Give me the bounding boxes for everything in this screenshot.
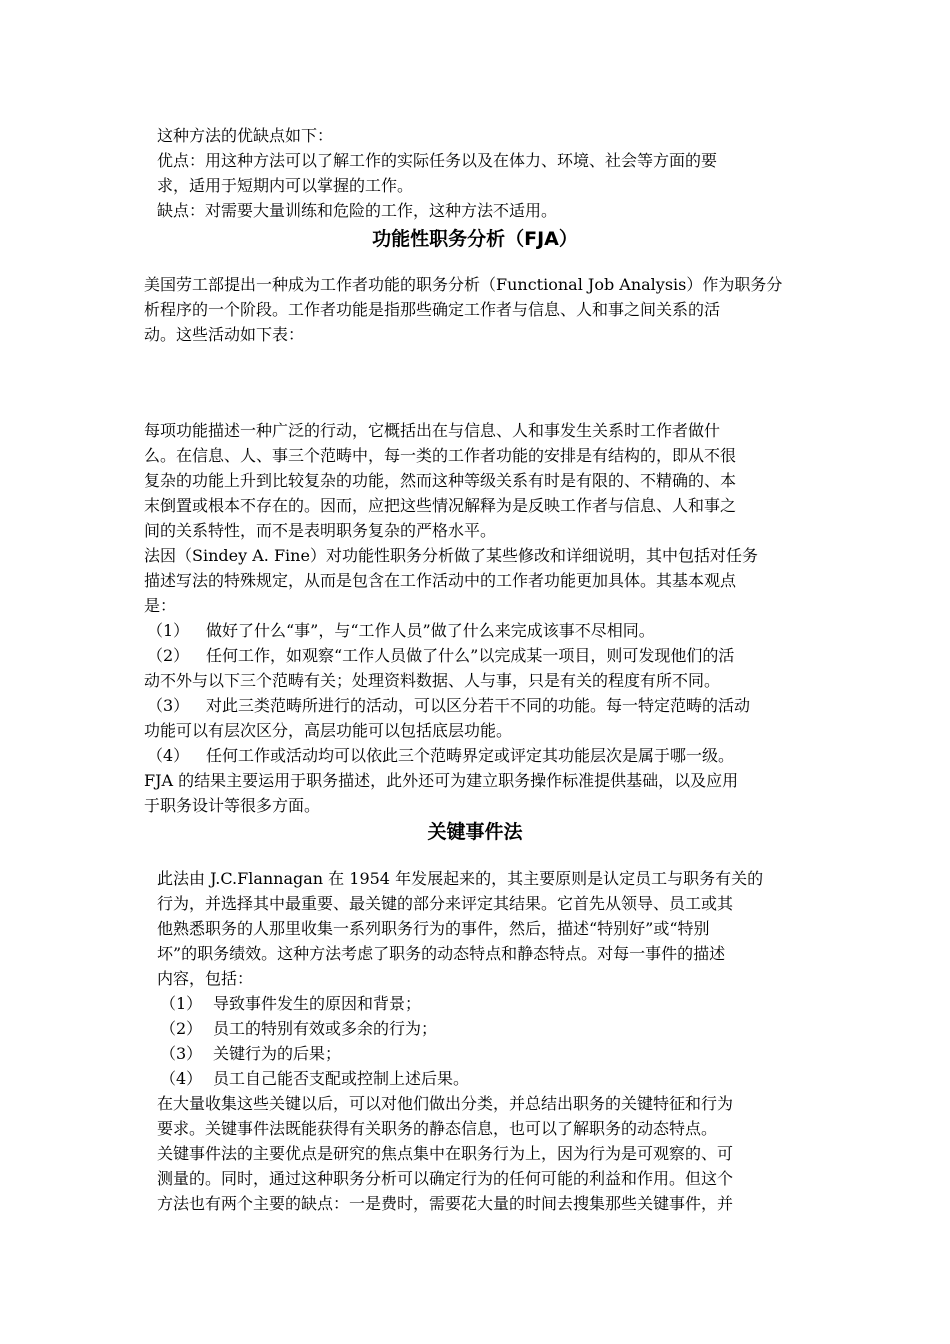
- list-number: （4）: [147, 746, 190, 765]
- cit-paragraph-line: 此法由 J.C.Flannagan 在 1954 年发展起来的，其主要原则是认定员工与职务有关的: [157, 869, 764, 888]
- list-text: 导致事件发生的原因和背景；: [213, 994, 422, 1013]
- list-text: 员工的特别有效或多余的行为；: [213, 1019, 438, 1038]
- fja-paragraph-line: 是：: [144, 596, 177, 615]
- fja-paragraph-line: 描述写法的特殊规定，从而是包含在工作活动中的工作者功能更加具体。其基本观点: [144, 571, 737, 590]
- pros-cons-intro: 这种方法的优缺点如下：: [157, 126, 334, 145]
- list-item: [147, 694, 750, 718]
- list-text: 任何工作或活动均可以依此三个范畴界定或评定其功能层次是属于哪一级。: [206, 746, 735, 765]
- list-text: 关键行为的后果；: [213, 1044, 342, 1063]
- list-item: [160, 1042, 341, 1066]
- fja-paragraph-line: 复杂的功能上升到比较复杂的功能，然而这种等级关系有时是有限的、不精确的、本: [144, 471, 737, 490]
- cit-paragraph-line: 要求。关键事件法既能获得有关职务的静态信息，也可以了解职务的动态特点。: [157, 1119, 718, 1138]
- cit-paragraph-line: 在大量收集这些关键以后，可以对他们做出分类，并总结出职务的关键特征和行为: [157, 1094, 734, 1113]
- cons-line: 缺点：对需要大量训练和危险的工作，这种方法不适用。: [157, 201, 558, 220]
- list-text-continued: 功能可以有层次区分，高层功能可以包括底层功能。: [144, 721, 513, 740]
- list-number: （1）: [147, 621, 190, 640]
- fja-paragraph-line: FJA 的结果主要运用于职务描述，此外还可为建立职务操作标准提供基础，以及应用: [144, 771, 739, 790]
- fja-paragraph-line: 么。在信息、人、事三个范畴中，每一类的工作者功能的安排是有结构的，即从不很: [144, 446, 737, 465]
- cit-paragraph-line: 他熟悉职务的人那里收集一系列职务行为的事件，然后，描述“特别好”或“特别: [157, 919, 710, 938]
- fja-paragraph-line: 于职务设计等很多方面。: [144, 796, 321, 815]
- fja-paragraph-line: 美国劳工部提出一种成为工作者功能的职务分析（Functional Job Analysis）作为职务分: [144, 275, 783, 294]
- list-number: （3）: [160, 1044, 203, 1063]
- list-text-continued: 动不外与以下三个范畴有关；处理资料数据、人与事，只是有关的程度有所不同。: [144, 671, 721, 690]
- cit-paragraph-line: 测量的。同时，通过这种职务分析可以确定行为的任何可能的利益和作用。但这个: [157, 1169, 734, 1188]
- fja-paragraph-line: 每项功能描述一种广泛的行动，它概括出在与信息、人和事发生关系时工作者做什: [144, 421, 721, 440]
- cit-paragraph-line: 坏”的职务绩效。这种方法考虑了职务的动态特点和静态特点。对每一事件的描述: [157, 944, 726, 963]
- fja-paragraph-line: 析程序的一个阶段。工作者功能是指那些确定工作者与信息、人和事之间关系的活: [144, 300, 721, 319]
- list-text: 员工自己能否支配或控制上述后果。: [213, 1069, 470, 1088]
- critical-incident-heading: 关键事件法: [427, 821, 523, 843]
- list-number: （2）: [160, 1019, 203, 1038]
- list-text: 做好了什么“事”，与“工作人员”做了什么来完成该事不尽相同。: [206, 621, 655, 640]
- pros-line-1: 优点：用这种方法可以了解工作的实际任务以及在体力、环境、社会等方面的要: [157, 151, 718, 170]
- list-text: 任何工作，如观察“工作人员做了什么”以完成某一项目，则可发现他们的活: [206, 646, 735, 665]
- list-item: [160, 1067, 469, 1091]
- cit-paragraph-line: 方法也有两个主要的缺点：一是费时，需要花大量的时间去搜集那些关键事件，并: [157, 1194, 734, 1213]
- fja-paragraph-line: 法因（Sindey A. Fine）对功能性职务分析做了某些修改和详细说明，其中包括对任务: [144, 546, 758, 565]
- list-text: 对此三类范畴所进行的活动，可以区分若干不同的功能。每一特定范畴的活动: [206, 696, 751, 715]
- fja-paragraph-line: 末倒置或根本不存在的。因而，应把这些情况解释为是反映工作者与信息、人和事之: [144, 496, 737, 515]
- list-number: （1）: [160, 994, 203, 1013]
- list-item: [147, 744, 734, 768]
- cit-paragraph-line: 关键事件法的主要优点是研究的焦点集中在职务行为上，因为行为是可观察的、可: [157, 1144, 734, 1163]
- fja-paragraph-line: 间的关系特性，而不是表明职务复杂的严格水平。: [144, 521, 497, 540]
- fja-heading: 功能性职务分析（FJA）: [372, 228, 578, 250]
- list-item: [147, 644, 734, 668]
- list-item: [147, 619, 655, 643]
- fja-paragraph-line: 动。这些活动如下表：: [144, 325, 305, 344]
- list-number: （2）: [147, 646, 190, 665]
- list-number: （4）: [160, 1069, 203, 1088]
- list-number: （3）: [147, 696, 190, 715]
- cit-paragraph-line: 行为，并选择其中最重要、最关键的部分来评定其结果。它首先从领导、员工或其: [157, 894, 734, 913]
- pros-line-2: 求，适用于短期内可以掌握的工作。: [157, 176, 414, 195]
- list-item: [160, 1017, 437, 1041]
- cit-paragraph-line: 内容，包括：: [157, 969, 254, 988]
- list-item: [160, 992, 421, 1016]
